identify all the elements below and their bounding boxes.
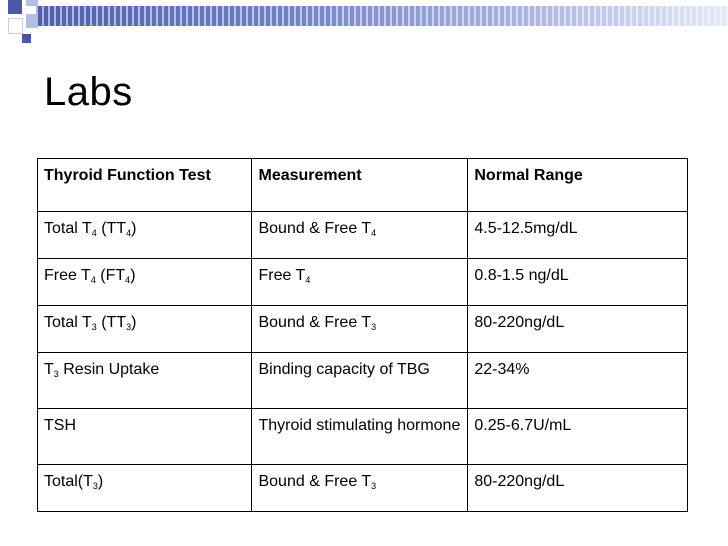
- test-text: Resin Uptake: [58, 361, 160, 378]
- column-header-measurement: Measurement: [252, 159, 468, 212]
- measurement-text: Bound & Free T: [258, 473, 372, 490]
- slide-title: Labs: [44, 70, 133, 114]
- column-header-range: Normal Range: [468, 159, 688, 212]
- test-text: Total T: [44, 314, 92, 331]
- test-subscript: 4: [91, 228, 97, 238]
- decorative-square: [26, 14, 38, 28]
- test-cell: [38, 465, 252, 512]
- test-text: ): [130, 267, 136, 284]
- decorative-square: [26, 0, 38, 6]
- test-cell: [38, 353, 252, 409]
- range-cell: 4.5-12.5mg/dL: [468, 212, 688, 259]
- measurement-cell: Binding capacity of TBG: [252, 353, 468, 409]
- test-text: (TT: [96, 314, 127, 331]
- test-subscript: 3: [92, 481, 98, 491]
- measurement-text: Bound & Free T: [258, 314, 372, 331]
- column-header-test: Thyroid Function Test: [38, 159, 252, 212]
- test-text: T: [44, 361, 54, 378]
- measurement-subscript: 4: [305, 275, 311, 285]
- table-row: [38, 212, 688, 259]
- measurement-cell: [252, 465, 468, 512]
- header-gradient-stripes: [36, 6, 728, 26]
- measurement-cell: [252, 259, 468, 306]
- measurement-subscript: 3: [371, 322, 377, 332]
- table-row: [38, 306, 688, 353]
- decorative-square: [8, 0, 22, 14]
- measurement-cell: Thyroid stimulating hormone: [252, 409, 468, 465]
- test-cell: [38, 212, 252, 259]
- test-text: ): [131, 220, 137, 237]
- range-cell: 0.25-6.7U/mL: [468, 409, 688, 465]
- test-subscript: 4: [125, 275, 131, 285]
- range-cell: 80-220ng/dL: [468, 306, 688, 353]
- test-text: Total T: [44, 220, 92, 237]
- test-cell: TSH: [38, 409, 252, 465]
- test-text: ): [131, 314, 137, 331]
- measurement-cell: [252, 306, 468, 353]
- slide-header-decoration: [0, 0, 728, 44]
- measurement-text: Free T: [258, 267, 306, 284]
- labs-table: [37, 158, 688, 512]
- test-subscript: 3: [53, 369, 59, 379]
- test-text: Free T: [44, 267, 91, 284]
- table-row: [38, 353, 688, 409]
- table-row: [38, 259, 688, 306]
- decorative-square: [22, 34, 31, 43]
- measurement-text: Bound & Free T: [258, 220, 372, 237]
- test-text: (TT: [96, 220, 127, 237]
- test-cell: [38, 259, 252, 306]
- range-cell: 80-220ng/dL: [468, 465, 688, 512]
- test-cell: [38, 306, 252, 353]
- measurement-subscript: 4: [371, 228, 377, 238]
- decorative-square: [8, 18, 23, 34]
- test-subscript: 3: [126, 322, 132, 332]
- measurement-cell: [252, 212, 468, 259]
- test-subscript: 3: [91, 322, 97, 332]
- table-header-row: [38, 159, 688, 212]
- range-cell: 0.8-1.5 ng/dL: [468, 259, 688, 306]
- test-text: (FT: [95, 267, 126, 284]
- range-cell: 22-34%: [468, 353, 688, 409]
- table-row: [38, 465, 688, 512]
- test-text: Total(T: [44, 473, 93, 490]
- test-subscript: 4: [90, 275, 96, 285]
- measurement-subscript: 3: [371, 481, 377, 491]
- test-subscript: 4: [126, 228, 132, 238]
- table-row: [38, 409, 688, 465]
- test-text: ): [97, 473, 104, 490]
